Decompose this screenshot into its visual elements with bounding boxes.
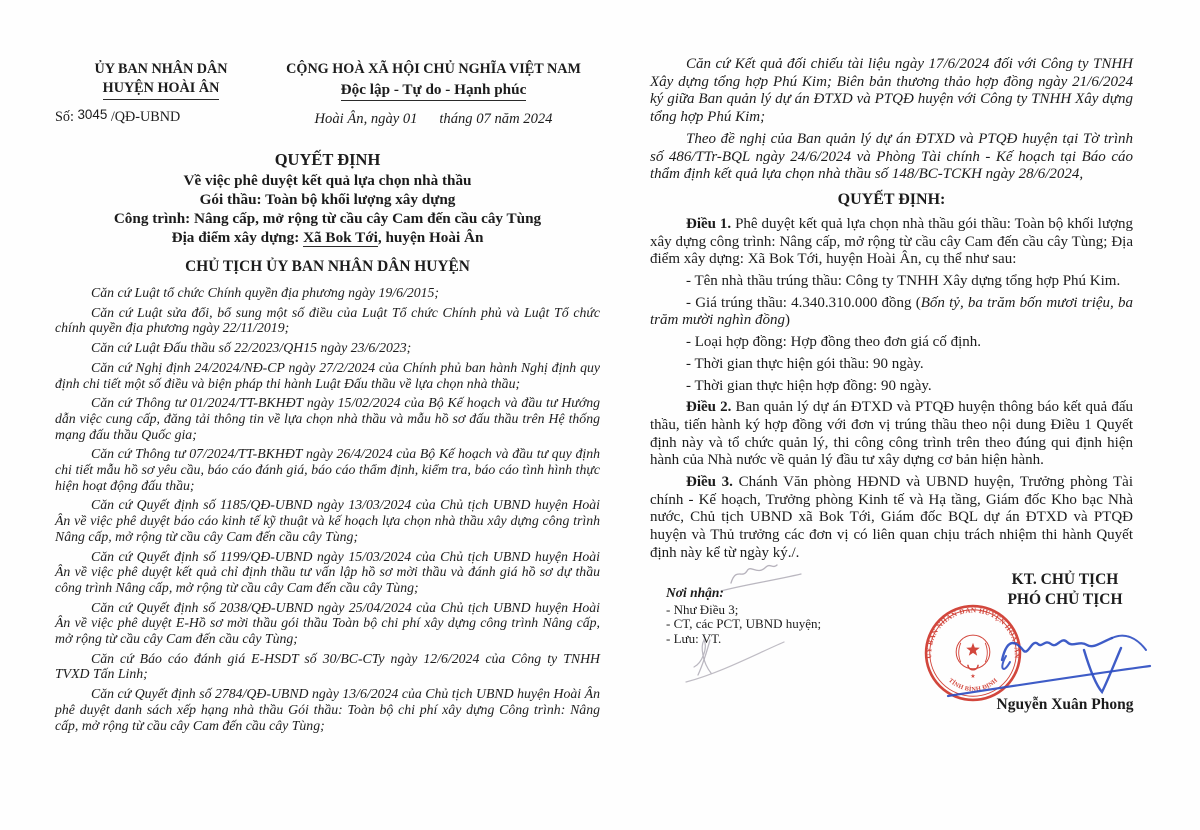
left-column <box>55 60 600 737</box>
chairman-heading: CHỦ TỊCH ỦY BAN NHÂN DÂN HUYỆN <box>185 258 470 275</box>
decision-subtitle-1: Về việc phê duyệt kết quả lựa chọn nhà thầu <box>183 172 472 189</box>
signer-kt-line: KT. CHỦ TỊCH <box>1011 571 1119 588</box>
decision-title: QUYẾT ĐỊNH <box>274 150 381 169</box>
article-1-item-contract-duration: - Thời gian thực hiện hợp đồng: 90 ngày. <box>686 377 932 394</box>
recipient-item: - Như Điều 3; <box>666 601 739 617</box>
legal-basis-paragraph: Căn cứ Luật sửa đổi, bổ sung một số điều của Luật Tổ chức Chính phủ và Luật Tổ chức chính quyền địa phương ngày 22/11/2019; <box>55 304 600 336</box>
issuing-org-line2: HUYỆN HOÀI ÂN <box>55 79 267 100</box>
place-date-line: Hoài Ân, ngày 01 tháng 07 năm 2024 <box>314 111 553 127</box>
signer-name: Nguyễn Xuân Phong <box>996 696 1134 713</box>
national-header-block <box>267 60 600 129</box>
legal-basis-paragraph: Căn cứ Báo cáo đánh giá E-HSDT số 30/BC-CTy ngày 12/6/2024 của Công ty TNHH TVXD Tấn Linh; <box>55 650 600 682</box>
decision-section-heading: QUYẾT ĐỊNH: <box>837 190 946 208</box>
legal-basis-paragraph: Căn cứ Quyết định số 2784/QĐ-UBND ngày 13/6/2024 của Chủ tịch UBND huyện Hoài Ân phê duyệt danh sách xếp hạng nhà thầu Gói thầu: Toàn bộ chi phí xây dựng Công trình: Nâng cấp, mở rộng từ cầu cây Cam đến cầu cây Tùng; <box>55 686 600 733</box>
legal-basis-paragraph: Căn cứ Luật Đấu thầu số 22/2023/QH15 ngày 23/6/2023; <box>91 340 412 356</box>
legal-basis-paragraph: Căn cứ Thông tư 01/2024/TT-BKHĐT ngày 15/02/2024 của Bộ Kế hoạch và đầu tư Hướng dẫn việc cung cấp, đăng tải thông tin về lựa chọn nhà thầu và mẫu hồ sơ đấu thầu trên Hệ thống mạng đấu thầu Quốc gia; <box>55 395 600 442</box>
document-header <box>55 60 600 129</box>
decision-subtitle-4: Địa điểm xây dựng: Xã Bok Tới, huyện Hoài Ân <box>171 229 484 246</box>
seal-ring-text-top: ỦY BAN NHÂN DÂN HUYỆN HOÀI ÂN <box>925 606 1021 659</box>
national-title: CỘNG HOÀ XÃ HỘI CHỦ NGHĨA VIỆT NAM <box>286 61 581 77</box>
article-1-item-price: - Giá trúng thầu: 4.340.310.000 đồng (Bốn tỷ, ba trăm bốn mươi triệu, ba trăm mười nghìn đồng) <box>650 294 1134 329</box>
legal-basis-paragraph: Căn cứ Quyết định số 1185/QĐ-UBND ngày 13/03/2024 của Chủ tịch UBND huyện Hoài Ân về việc phê duyệt báo cáo kinh tế kỹ thuật và kế hoạch lựa chọn nhà thầu xây dựng công trình Nâng cấp, mở rộng từ cầu cây Cam đến cầu cây Tùng; <box>55 497 600 544</box>
document-title-block <box>55 149 600 247</box>
decision-subtitle-3: Công trình: Nâng cấp, mở rộng từ cầu cây Cam đến cầu cây Tùng <box>113 210 542 227</box>
recipient-item: - CT, các PCT, UBND huyện; <box>666 616 822 632</box>
article-1-item-contract-type: - Loại hợp đồng: Hợp đồng theo đơn giá cố định. <box>686 334 982 351</box>
legal-basis-paragraph: Căn cứ Quyết định số 2038/QĐ-UBND ngày 25/04/2024 của Chủ tịch UBND huyện Hoài Ân về việc phê duyệt E-Hồ sơ mời thầu gói thầu Toàn bộ chi phí xây dựng công trình Nâng cấp, mở rộng từ cầu cây Cam đến cầu cây Tùng; <box>55 599 600 647</box>
article-3: Điều 3. Chánh Văn phòng HĐND và UBND huyện, Trưởng phòng Tài chính - Kế hoạch, Trưởng phòng Kinh tế và Hạ tầng, Giám đốc Kho bạc Nhà nước, Chủ tịch UBND xã Bok Tới, Giám đốc BQL dự án ĐTXD và PTQĐ huyện và Thủ trưởng các đơn vị có liên quan chịu trách nhiệm thi hành Quyết định này kể từ ngày ký./. <box>650 474 1134 561</box>
signer-position: PHÓ CHỦ TỊCH <box>1007 591 1123 608</box>
document-number: Số: 3045 /QĐ-UBND <box>55 107 181 125</box>
article-1-item-contractor: - Tên nhà thầu trúng thầu: Công ty TNHH Xây dựng tổng hợp Phú Kim. <box>686 273 1121 290</box>
legal-basis-paragraph: Căn cứ Thông tư 07/2024/TT-BKHĐT ngày 26/4/2024 của Bộ Kế hoạch và đầu tư quy định chi tiết mẫu hồ sơ yêu cầu, báo cáo đánh giá, báo cáo thẩm định, kiểm tra, báo cáo tình hình thực hiện hoạt động đấu thầu; <box>55 446 600 493</box>
recipients-label: Nơi nhận: <box>666 585 724 600</box>
article-2: Điều 2. Ban quản lý dự án ĐTXD và PTQĐ huyện thông báo kết quả đấu thầu, tiến hành ký hợp đồng với đơn vị trúng thầu theo nội dung Điều 1 Quyết định này và tổ chức quản lý, thi công công trình trên theo đúng qui định hiện hành của Nhà nước về quản lý đầu tư xây dựng cơ bản hiện hành. <box>650 399 1133 469</box>
proposal-paragraph: Theo đề nghị của Ban quản lý dự án ĐTXD và PTQĐ huyện tại Tờ trình số 486/TTr-BQL ngày 24/6/2024 và Phòng Tài chính - Kế hoạch tại Báo cáo thẩm định kết quả lựa chọn nhà thầu số 148/BC-TCKH ngày 28/6/2024, <box>650 130 1133 183</box>
issuing-org-line1: ỦY BAN NHÂN DÂN <box>94 61 228 77</box>
legal-basis-paragraph: Căn cứ Quyết định số 1199/QĐ-UBND ngày 15/03/2024 của Chủ tịch UBND huyện Hoài Ân về việc phê duyệt kết quả chỉ định thầu tư vấn lập hồ sơ mời thầu và đánh giá hồ sơ dự thầu công trình Nâng cấp, mở rộng từ cầu cây Cam đến cầu cây Tùng; <box>55 548 600 595</box>
seal-ring-text-bottom: TỈNH BÌNH ĐỊNH <box>946 677 1000 694</box>
issuing-org-block <box>55 60 267 129</box>
pencil-scribble <box>680 632 790 687</box>
recipient-item: - Lưu: VT. <box>666 631 722 647</box>
legal-basis-paragraph: Căn cứ Kết quả đối chiếu tài liệu ngày 17/6/2024 đối với Công ty TNHH Xây dựng tổng hợp Phú Kim; Biên bản thương thảo hợp đồng ngày 21/6/2024 ký giữa Ban quản lý dự án ĐTXD và PTQĐ huyện với Công ty TNHH Xây dựng tổng hợp Phú Kim; <box>650 56 1133 126</box>
article-1: Điều 1. Phê duyệt kết quả lựa chọn nhà thầu gói thầu: Toàn bộ khối lượng xây dựng công trình: Nâng cấp, mở rộng từ cầu cây Cam đến cầu cây Tùng; Địa điểm xây dựng: Xã Bok Tới, huyện Hoài Ân, cụ thể như sau: <box>650 215 1134 268</box>
seal-bottom-star: ★ <box>970 673 976 680</box>
national-motto: Độc lập - Tự do - Hạnh phúc <box>267 80 600 101</box>
article-1-item-package-duration: - Thời gian thực hiện gói thầu: 90 ngày. <box>686 355 924 372</box>
legal-basis-paragraph: Căn cứ Luật tổ chức Chính quyền địa phương ngày 19/6/2015; <box>91 285 440 300</box>
legal-basis-paragraph: Căn cứ Nghị định 24/2024/NĐ-CP ngày 27/2/2024 của Chính phủ ban hành Nghị định quy định chi tiết một số điều và biện pháp thi hành Luật Đấu thầu về lựa chọn nhà thầu; <box>55 359 600 391</box>
right-column <box>650 56 1133 567</box>
decision-subtitle-2: Gói thầu: Toàn bộ khối lượng xây dựng <box>199 191 456 208</box>
